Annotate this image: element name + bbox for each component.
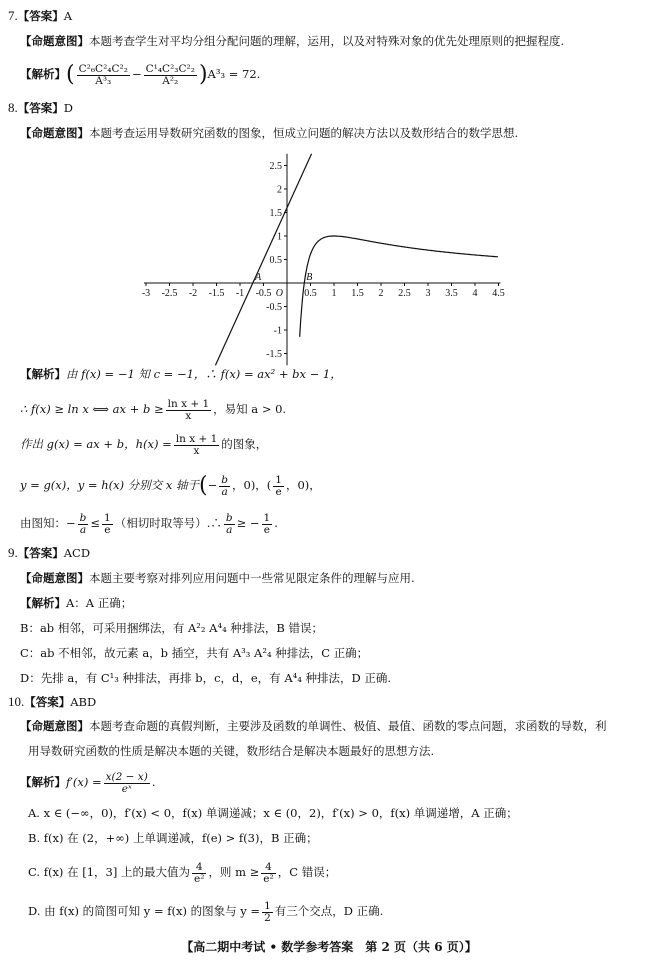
x-tick-label: 4.5	[492, 288, 505, 299]
q9-analysis-tag: 【解析】	[20, 596, 66, 610]
q8-analysis-line-3: 作出 g(x) = ax + b，h(x) = $\frac{\text{ln x + 1}}{x}$ 的图象，	[20, 432, 268, 457]
q10-option-c: C. f(x) 在 [1，3] 上的最大值为 $\frac{4}{\text{e²}}$ ，则 m ≥ $\frac{4}{\text{e²}}$ ，C 错误；	[28, 860, 337, 885]
q7-intent-line	[20, 33, 564, 49]
q8-intent: 本题考查运用导数研究函数的图象，恒成立问题的解决方法以及数形结合的数学思想.	[89, 126, 519, 140]
point-label-b: B	[306, 272, 313, 283]
x-tick-label: -2	[188, 288, 198, 299]
q9-intent: 本题主要考察对排列应用问题中一些常见限定条件的理解与应用.	[89, 571, 415, 585]
q7-answer: A	[63, 9, 73, 23]
x-tick-label: 1	[331, 288, 337, 299]
q7-analysis-line: 【解析】( $\frac{\text{C²₆C²₄C²₂}}{\text{A³₃}}$ − $\frac{\text{C¹₄C²₃C²₂}}{\text{A²₂}}$ )A³₃ = 72.	[20, 62, 261, 87]
q7-fraction-2: $\frac{\text{C¹₄C²₃C²₂}}{\text{A²₂}}$	[145, 62, 195, 87]
q10-number: 10.	[8, 694, 25, 709]
q8-analysis-tag: 【解析】	[20, 367, 66, 381]
series-line-g	[215, 154, 311, 366]
x-tick-label: 2.5	[398, 288, 411, 299]
q8-answer-line	[8, 100, 73, 116]
q10-answer-line	[8, 694, 96, 710]
q9-analysis-line-1: 【解析】A：A 正确；	[20, 596, 133, 610]
q10-intent-tag: 【命题意图】	[20, 719, 89, 733]
q7-intent-tag: 【命题意图】	[20, 34, 89, 48]
x-tick-label: 4	[472, 288, 478, 299]
x-tick-label: 0.5	[304, 288, 317, 299]
q8-analysis-line-5: 由图知：− $\frac{b}{a}$ ≤ $\frac{1}{e}$ （相切时取等号）.∴ $\frac{b}{a}$ ≥ − $\frac{1}{e}$ .	[20, 511, 278, 536]
q10-option-b: B. f(x) 在 (2，+∞) 上单调递减，f(e) > f(3)，B 正确；	[28, 831, 318, 845]
q8-analysis-line-4: y = g(x)，y = h(x) 分别交 x 轴于(− $\frac{b}{a}$ ，0)，( $\frac{1}{e}$ ，0)，	[20, 473, 321, 498]
x-tick-label: -2.5	[161, 288, 178, 299]
q8-analysis-line-1: 【解析】由 f(x) = −1 知 c = −1，∴ f(x) = ax² + bx − 1，	[20, 367, 342, 381]
q10-answer: ABD	[70, 695, 97, 709]
origin-label: O	[275, 288, 283, 299]
x-tick-label: 3	[425, 288, 431, 299]
function-graph	[140, 142, 520, 367]
q8-analysis-line-2: ∴ f(x) ≥ ln x ⟺ ax + b ≥ $\frac{\text{ln x + 1}}{x}$ ，易知 a > 0.	[20, 397, 287, 422]
x-tick-label: -0.5	[255, 288, 272, 299]
y-tick-label: -1.5	[266, 349, 282, 360]
q8-answer-tag: 【答案】	[17, 101, 64, 115]
q9-analysis-line-2: B：ab 相邻，可采用捆绑法，有 A²₂ A⁴₄ 种排法，B 错误；	[20, 621, 323, 635]
q7-answer-tag: 【答案】	[17, 9, 64, 23]
q7-intent: 本题考查学生对平均分组分配问题的理解，运用，以及对特殊对象的优先处理原则的把握程度.	[89, 34, 565, 48]
q8-answer: D	[63, 101, 73, 115]
page-footer: 【高二期中考试 • 数学参考答案 第 2 页（共 6 页）】	[181, 940, 477, 954]
q10-intent-line-2: 用导数研究函数的性质是解决本题的关键，数形结合是解决本题最好的思想方法.	[28, 744, 435, 758]
q7-fraction-1: $\frac{\text{C²₆C²₄C²₂}}{\text{A³₃}}$	[78, 62, 128, 87]
q8-number: 8.	[8, 100, 18, 115]
x-tick-label: -1.5	[208, 288, 225, 299]
x-tick-label: 3.5	[445, 288, 458, 299]
q9-analysis-line-3: C：ab 不相邻，故元素 a，b 插空，共有 A³₃ A²₄ 种排法，C 正确；	[20, 646, 369, 660]
q9-intent-line	[20, 570, 415, 586]
series-curve-h	[300, 236, 498, 337]
y-tick-label: -1	[273, 325, 282, 337]
q9-analysis-line-4: D：先排 a，有 C¹₃ 种排法，再排 b，c，d，e，有 A⁴₄ 种排法，D 正确.	[20, 671, 392, 685]
q7-number: 7.	[8, 8, 18, 23]
y-tick-label: 1	[277, 231, 282, 243]
q9-answer: ACD	[63, 546, 91, 560]
q10-analysis-tag: 【解析】	[20, 775, 66, 789]
y-tick-label: 1.5	[269, 208, 282, 219]
x-tick-label: 1.5	[351, 288, 364, 299]
y-tick-label: 2	[277, 184, 282, 196]
q10-answer-tag: 【答案】	[24, 695, 71, 709]
q10-option-d: D. 由 f(x) 的简图可知 y = f(x) 的图象与 y = $\frac{1}{2}$ 有三个交点，D 正确.	[28, 899, 384, 924]
q9-number: 9.	[8, 545, 18, 560]
q7-answer-line	[8, 8, 72, 24]
y-tick-label: 2.5	[269, 161, 282, 172]
point-label-a: A	[255, 272, 262, 283]
y-tick-label: -0.5	[266, 302, 282, 313]
x-tick-label: -1	[235, 288, 245, 299]
q10-intent-line-1: 【命题意图】本题考查命题的真假判断，主要涉及函数的单调性、极值、最值、函数的零点问题，求函数的导数，利	[20, 719, 607, 733]
q7-result: A³₃ = 72.	[207, 67, 261, 81]
q9-answer-tag: 【答案】	[17, 546, 64, 560]
q8-intent-line	[20, 125, 518, 141]
x-tick-label: 2	[378, 288, 384, 299]
q9-answer-line	[8, 545, 90, 561]
y-tick-label: 0.5	[269, 255, 282, 266]
q10-option-a: A. x ∈ (−∞，0)，f′(x) < 0，f(x) 单调递减；x ∈ (0，2)，f′(x) > 0，f(x) 单调递增，A 正确；	[28, 806, 518, 820]
x-tick-label: -3	[141, 288, 151, 299]
q8-intent-tag: 【命题意图】	[20, 126, 89, 140]
q7-analysis-tag: 【解析】	[20, 67, 66, 81]
q10-analysis-line-1: 【解析】f′(x) = $\frac{x(2 - x)}{\text{eˣ}}$ .	[20, 770, 156, 795]
q9-intent-tag: 【命题意图】	[20, 571, 89, 585]
